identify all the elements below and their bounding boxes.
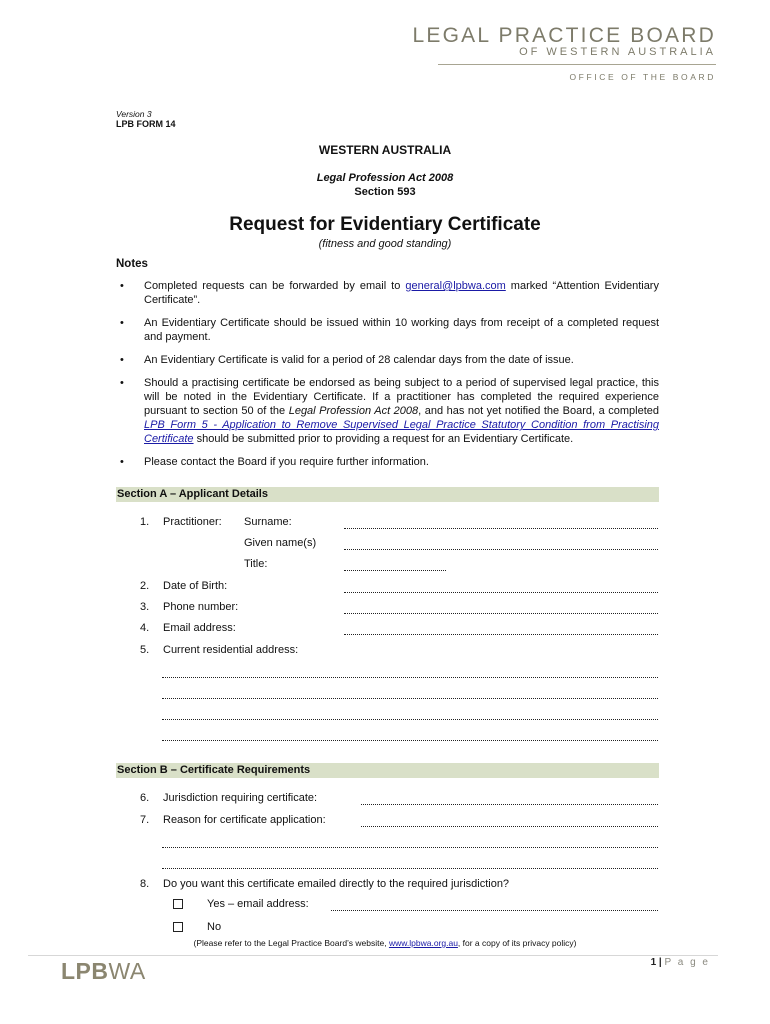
item-number: 8. (140, 878, 150, 890)
note-item (116, 353, 659, 367)
email-question: Do you want this certificate emailed directly to the required jurisdiction? (163, 878, 510, 890)
yes-checkbox[interactable] (173, 899, 183, 909)
act-reference: Legal Profession Act 2008 (316, 172, 454, 184)
section-b-heading: Section B – Certificate Requirements (116, 763, 659, 778)
item-number: 3. (140, 601, 150, 613)
item-number: 5. (140, 644, 150, 656)
page-separator: | (656, 957, 665, 968)
org-office: OFFICE OF THE BOARD (569, 72, 716, 82)
footer-logo (61, 958, 146, 985)
org-subtitle: OF WESTERN AUSTRALIA (519, 46, 716, 58)
website-link[interactable]: www.lpbwa.org.au (388, 938, 458, 948)
reason-field[interactable] (361, 826, 658, 827)
note-item (116, 316, 659, 344)
note-text: should be submitted prior to providing a request for an Evidentiary Certificate. (193, 433, 574, 445)
bullet: • (120, 377, 124, 389)
note-text: An Evidentiary Certificate is valid for a period of 28 calendar days from the date of issue. (144, 354, 574, 366)
title-field[interactable] (344, 570, 446, 571)
item-number: 6. (140, 792, 150, 804)
notes-list (116, 279, 659, 478)
note-text: An Evidentiary Certificate should be issued within 10 working days from receipt of a completed request and payment. (144, 317, 659, 343)
yes-label: Yes – email address: (207, 898, 309, 910)
page-number (651, 957, 710, 968)
org-name: LEGAL PRACTICE BOARD (412, 24, 716, 47)
page-subtitle: (fitness and good standing) (318, 238, 452, 250)
surname-label: Surname: (244, 516, 292, 528)
note-text: marked “Attention Evidentiary Certificate”. (144, 280, 659, 306)
address-line-3[interactable] (162, 719, 658, 720)
note-item (116, 376, 659, 446)
given-names-label: Given name(s) (244, 537, 317, 549)
item-number: 1. (140, 516, 150, 528)
address-line-4[interactable] (162, 740, 658, 741)
form-number: LPB FORM 14 (116, 119, 176, 129)
jurisdiction-label: Jurisdiction requiring certificate: (163, 792, 318, 804)
no-label: No (207, 921, 222, 933)
logo-text-bold: LPB (61, 958, 109, 984)
no-checkbox[interactable] (173, 922, 183, 932)
email-label: Email address: (163, 622, 236, 634)
dob-field[interactable] (344, 592, 658, 593)
dob-label: Date of Birth: (163, 580, 228, 592)
note-text: Completed requests can be forwarded by email to (144, 280, 406, 292)
bullet: • (120, 354, 124, 366)
act-name: Legal Profession Act 2008 (288, 405, 419, 417)
note-item (116, 279, 659, 307)
given-names-field[interactable] (344, 549, 658, 550)
surname-field[interactable] (344, 528, 658, 529)
page-title: Request for Evidentiary Certificate (229, 214, 541, 235)
header-divider (438, 64, 716, 65)
page-word: P a g e (664, 957, 710, 968)
privacy-note (0, 938, 770, 948)
email-link[interactable]: general@lpbwa.com (405, 280, 506, 292)
item-number: 4. (140, 622, 150, 634)
practitioner-label: Practitioner: (163, 516, 222, 528)
address-line-1[interactable] (162, 677, 658, 678)
form5-link[interactable]: LPB Form 5 - Application to Remove Supervised Legal Practice Statutory Condition from Practising Certificate (144, 419, 659, 445)
jurisdiction-email-field[interactable] (331, 910, 658, 911)
jurisdiction-field[interactable] (361, 804, 658, 805)
note-text: Please contact the Board if you require further information. (144, 456, 429, 468)
notes-heading: Notes (116, 258, 148, 270)
bullet: • (120, 456, 124, 468)
item-number: 7. (140, 814, 150, 826)
address-line-2[interactable] (162, 698, 658, 699)
phone-label: Phone number: (163, 601, 239, 613)
address-label: Current residential address: (163, 644, 299, 656)
reason-line-3[interactable] (162, 868, 658, 869)
title-label: Title: (244, 558, 268, 570)
form-version: Version 3 (116, 109, 152, 119)
privacy-text: , for a copy of its privacy policy) (457, 938, 577, 948)
note-text: Should a practising certificate be endorsed as being subject to a period of supervised legal practice, this will be noted in the Evidentiary Certificate. If a practitioner has completed the required experience pursuant to section 50 of the (144, 377, 659, 417)
phone-field[interactable] (344, 613, 658, 614)
jurisdiction-heading: WESTERN AUSTRALIA (318, 143, 452, 157)
section-a-heading: Section A – Applicant Details (116, 487, 659, 502)
section-reference: Section 593 (354, 186, 416, 198)
page-number-value: 1 (650, 957, 657, 968)
reason-line-2[interactable] (162, 847, 658, 848)
note-item (116, 455, 659, 469)
privacy-text: (Please refer to the Legal Practice Board’s website, (193, 938, 389, 948)
footer-divider (28, 955, 718, 956)
bullet: • (120, 317, 124, 329)
reason-label: Reason for certificate application: (163, 814, 326, 826)
email-field[interactable] (344, 634, 658, 635)
bullet: • (120, 280, 124, 292)
logo-text-light: WA (108, 958, 146, 984)
note-text: , and has not yet notified the Board, a completed (418, 405, 660, 417)
item-number: 2. (140, 580, 150, 592)
